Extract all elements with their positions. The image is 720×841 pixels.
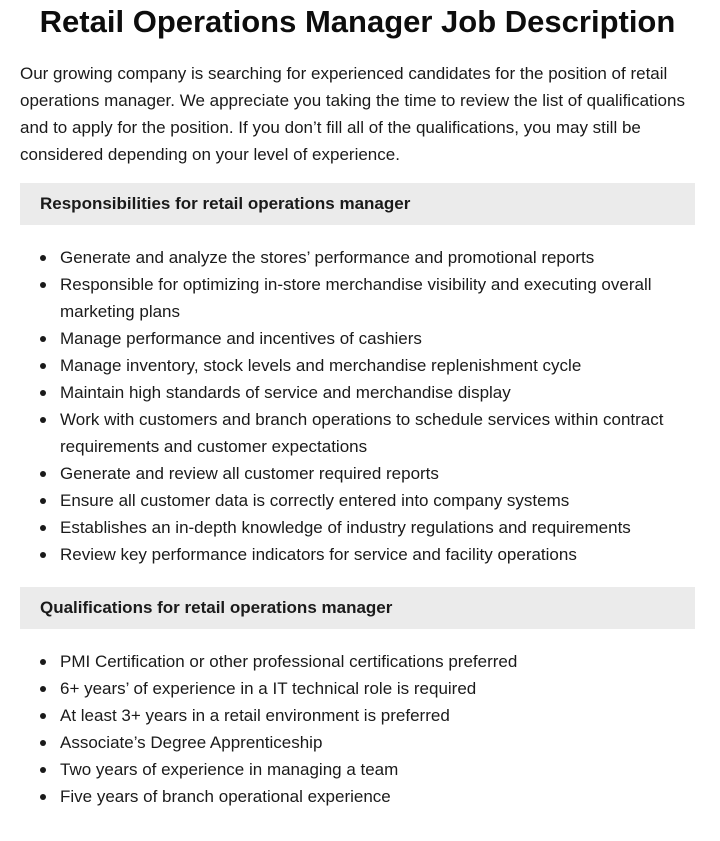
list-item-text: Five years of branch operational experience [60,787,391,806]
list-item [20,756,700,783]
responsibilities-list [20,244,700,568]
list-item [20,541,700,568]
list-item-text: Two years of experience in managing a team [60,760,399,779]
list-item-text: Ensure all customer data is correctly entered into company systems [60,491,570,510]
list-item [20,729,700,756]
list-item-text: Associate’s Degree Apprenticeship [60,733,323,752]
bullet-icon [40,255,46,261]
bullet-icon [40,713,46,719]
list-item-text: Generate and review all customer required reports [60,464,439,483]
page-title: Retail Operations Manager Job Description [39,4,676,39]
bullet-icon [40,767,46,773]
list-item-text: Establishes an in-depth knowledge of industry regulations and requirements [60,518,631,537]
list-item-text: At least 3+ years in a retail environment is preferred [60,706,450,725]
list-item [20,783,700,810]
list-item-text: Responsible for optimizing in-store merchandise visibility and executing overall marketing plans [60,275,652,321]
bullet-icon [40,282,46,288]
list-item-text: Work with customers and branch operations to schedule services within contract requirements and customer expectations [60,410,664,456]
bullet-icon [40,417,46,423]
list-item-text: Review key performance indicators for service and facility operations [60,545,577,564]
qualifications-list [20,648,700,810]
list-item [20,271,700,325]
list-item-text: 6+ years’ of experience in a IT technical role is required [60,679,477,698]
bullet-icon [40,552,46,558]
bullet-icon [40,336,46,342]
qualifications-heading: Qualifications for retail operations manager [20,587,695,629]
list-item-text: Generate and analyze the stores’ performance and promotional reports [60,248,595,267]
list-item [20,675,700,702]
bullet-icon [40,363,46,369]
bullet-icon [40,659,46,665]
bullet-icon [40,794,46,800]
list-item-text: Manage performance and incentives of cashiers [60,329,422,348]
bullet-icon [40,525,46,531]
bullet-icon [40,390,46,396]
list-item [20,244,700,271]
list-item-text: Maintain high standards of service and merchandise display [60,383,511,402]
bullet-icon [40,686,46,692]
responsibilities-heading: Responsibilities for retail operations manager [20,183,695,225]
list-item [20,379,700,406]
list-item [20,352,700,379]
list-item [20,487,700,514]
bullet-icon [40,498,46,504]
bullet-icon [40,471,46,477]
list-item [20,406,700,460]
list-item [20,460,700,487]
list-item [20,648,700,675]
list-item [20,702,700,729]
list-item [20,514,700,541]
list-item-text: Manage inventory, stock levels and merchandise replenishment cycle [60,356,582,375]
bullet-icon [40,740,46,746]
list-item [20,325,700,352]
list-item-text: PMI Certification or other professional certifications preferred [60,652,518,671]
intro-paragraph: Our growing company is searching for experienced candidates for the position of retail operations manager. We appreciate you taking the time to review the list of qualifications and to apply for the position. If you don’t fill all of the qualifications, you may still be considered depending on your level of experience. [20,64,685,164]
